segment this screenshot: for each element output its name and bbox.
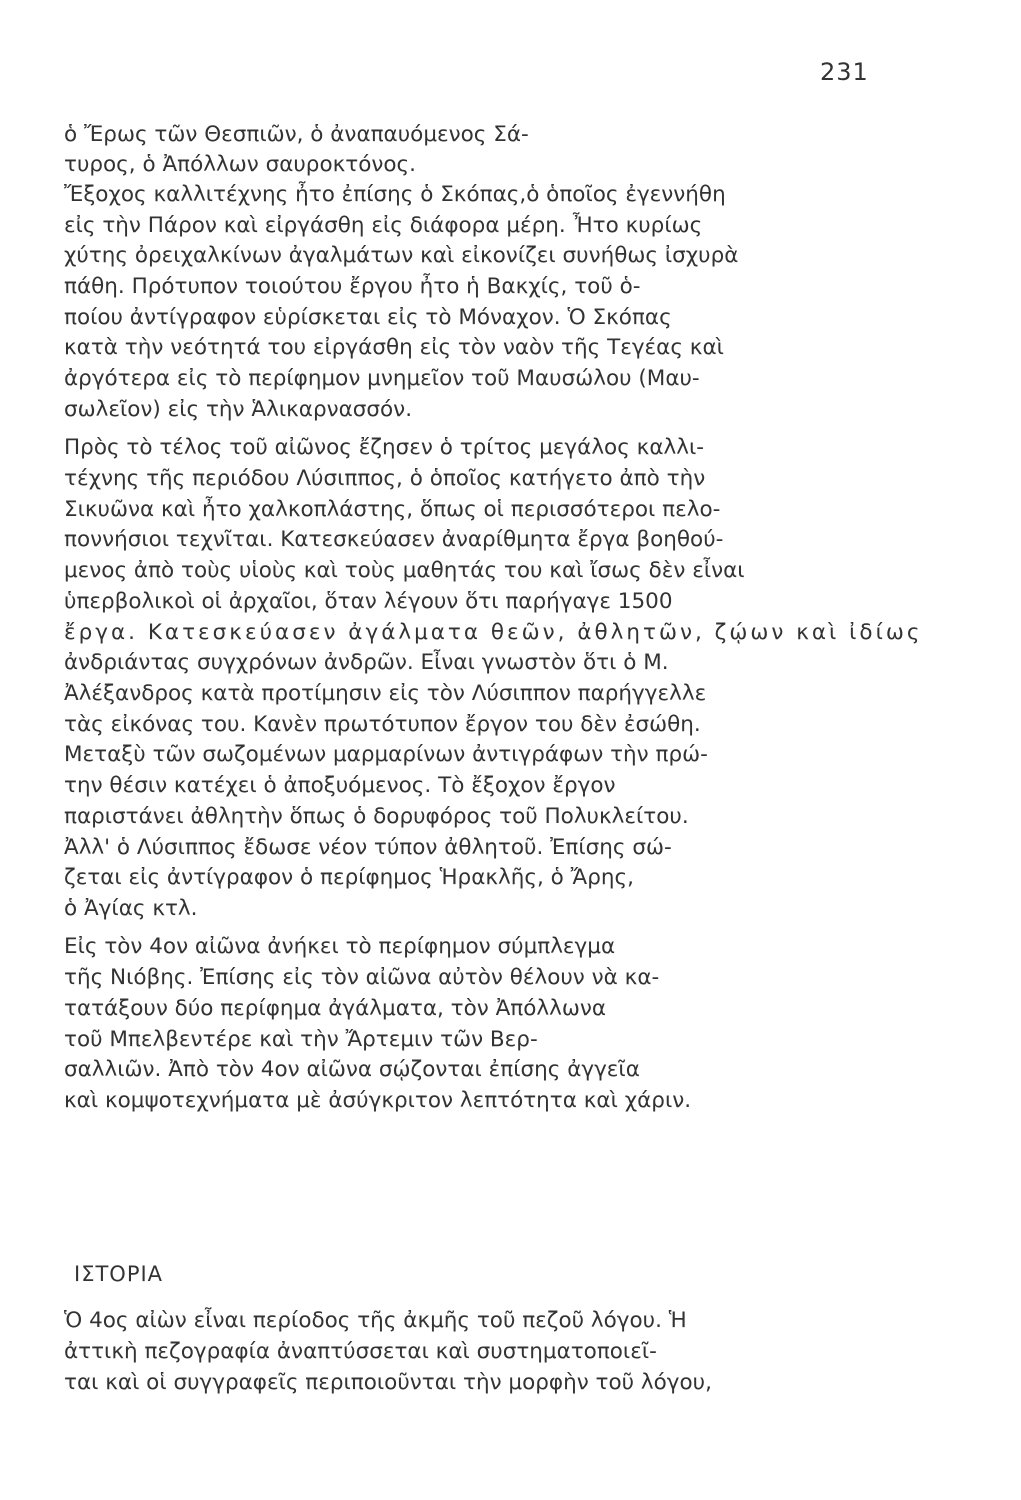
text-line: ζεται εἰς ἀντίγραφον ὁ περίφημος Ἡρακλῆς, ὁ Ἄρης,	[64, 865, 634, 890]
text-line: Ἀλέξανδρος κατὰ προτίμησιν εἰς τὸν Λύσιππον παρήγγελλε	[64, 681, 707, 706]
text-line: ἀττικὴ πεζογραφία ἀναπτύσσεται καὶ συστηματοποιεῖ-	[64, 1339, 657, 1364]
text-line: ἀνδριάντας συγχρόνων ἀνδρῶν. Εἶναι γνωστὸν ὅτι ὁ Μ.	[64, 650, 669, 675]
text-line: καὶ κομψοτεχνήματα μὲ ἀσύγκριτον λεπτότητα καὶ χάριν.	[64, 1088, 692, 1113]
text-line: τοῦ Μπελβεντέρε καὶ τὴν Ἄρτεμιν τῶν Βερ-	[64, 1027, 538, 1052]
text-line: ὁ Ἀγίας κτλ.	[64, 896, 198, 921]
page-number: 231	[820, 58, 869, 86]
text-line: τέχνης τῆς περιόδου Λύσιππος, ὁ ὁποῖος κατήγετο ἀπὸ τὴν	[64, 466, 706, 491]
text-line: παριστάνει ἀθλητὴν ὅπως ὁ δορυφόρος τοῦ Πολυκλείτου.	[64, 804, 689, 829]
text-line: σωλεῖον) εἰς τὴν Ἁλικαρνασσόν.	[64, 397, 413, 422]
text-line: σαλλιῶν. Ἀπὸ τὸν 4ον αἰῶνα σῴζονται ἐπίσης ἀγγεῖα	[64, 1057, 640, 1082]
text-line: Μεταξὺ τῶν σωζομένων μαρμαρίνων ἀντιγράφων τὴν πρώ-	[64, 742, 708, 767]
text-line: την θέσιν κατέχει ὁ ἀποξυόμενος. Τὸ ἔξοχον ἔργον	[64, 773, 616, 798]
text-line: τυρος, ὁ Ἀπόλλων σαυροκτόνος.	[64, 152, 416, 177]
text-line: κατὰ τὴν νεότητά του εἰργάσθη εἰς τὸν ναὸν τῆς Τεγέας καὶ	[64, 335, 724, 360]
text-line: ποννήσιοι τεχνῖται. Κατεσκεύασεν ἀναρίθμητα ἔργα βοηθού-	[64, 527, 724, 552]
text-line: Ἔξοχος καλλιτέχνης ἦτο ἐπίσης ὁ Σκόπας,ὁ ὁποῖος ἐγεννήθη	[64, 182, 726, 207]
text-line: Ὁ 4ος αἰὼν εἶναι περίοδος τῆς ἀκμῆς τοῦ πεζοῦ λόγου. Ἡ	[64, 1308, 687, 1333]
text-line: τῆς Νιόβης. Ἐπίσης εἰς τὸν αἰῶνα αὐτὸν θέλουν νὰ κα-	[64, 965, 660, 990]
section-heading: ΙΣΤΟΡΙΑ	[74, 1262, 164, 1286]
text-line: μενος ἀπὸ τοὺς υἱοὺς καὶ τοὺς μαθητάς του καὶ ἴσως δὲν εἶναι	[64, 558, 745, 583]
text-line: τατάξουν δύο περίφημα ἀγάλματα, τὸν Ἀπόλλωνα	[64, 996, 607, 1021]
text-line: ἀργότερα εἰς τὸ περίφημον μνημεῖον τοῦ Μαυσώλου (Μαυ-	[64, 366, 700, 391]
text-line: τὰς εἰκόνας του. Κανὲν πρωτότυπον ἔργον του δὲν ἐσώθη.	[64, 712, 701, 737]
text-line: ὑπερβολικοὶ οἱ ἀρχαῖοι, ὅταν λέγουν ὅτι παρήγαγε 1500	[64, 589, 673, 614]
text-line: Πρὸς τὸ τέλος τοῦ αἰῶνος ἔζησεν ὁ τρίτος μεγάλος καλλι-	[64, 435, 704, 460]
text-line: χύτης ὀρειχαλκίνων ἀγαλμάτων καὶ εἰκονίζει συνήθως ἰσχυρὰ	[64, 243, 739, 268]
text-line: Εἰς τὸν 4ον αἰῶνα ἀνήκει τὸ περίφημον σύμπλεγμα	[64, 934, 616, 959]
text-line: εἰς τὴν Πάρον καὶ εἰργάσθη εἰς διάφορα μέρη. Ἦτο κυρίως	[64, 213, 703, 238]
text-line: ποίου ἀντίγραφον εὑρίσκεται εἰς τὸ Μόναχον. Ὁ Σκόπας	[64, 305, 672, 330]
text-line: ται καὶ οἱ συγγραφεῖς περιποιοῦνται τὴν μορφὴν τοῦ λόγου,	[64, 1370, 712, 1395]
text-line: ἔργα. Κατεσκεύασεν ἀγάλματα θεῶν, ἀθλητῶν, ζῴων καὶ ἰδίως	[64, 620, 923, 645]
text-line: Ἀλλ' ὁ Λύσιππος ἔδωσε νέον τύπον ἀθλητοῦ. Ἐπίσης σώ-	[64, 835, 672, 860]
text-line: πάθη. Πρότυπον τοιούτου ἔργου ἦτο ἡ Βακχίς, τοῦ ὁ-	[64, 274, 641, 299]
text-line: Σικυῶνα καὶ ἦτο χαλκοπλάστης, ὅπως οἱ περισσότεροι πελο-	[64, 497, 721, 522]
text-line: ὁ Ἔρως τῶν Θεσπιῶν, ὁ ἀναπαυόμενος Σά-	[64, 122, 529, 147]
